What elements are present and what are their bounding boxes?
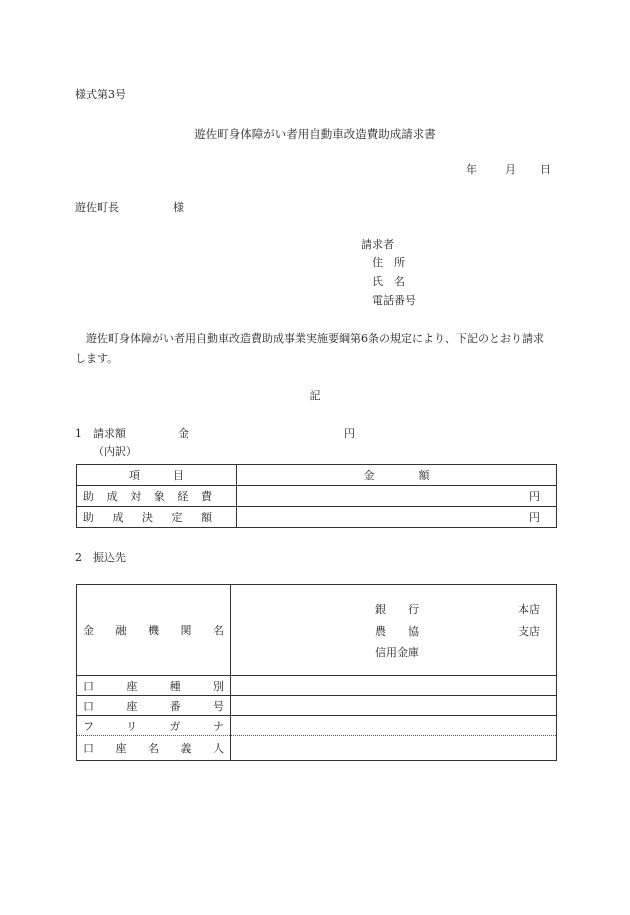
row-label-text: 口座名義人 — [83, 742, 224, 755]
row-label — [77, 486, 237, 507]
bank-row — [77, 585, 557, 676]
row-label — [77, 716, 231, 736]
branch-type-main: 本店 — [518, 603, 540, 616]
row-label-text: 助成対象経費 — [83, 490, 212, 503]
bank-table — [76, 584, 557, 761]
body-text: 遊佐町身体障がい者用自動車改造費助成事業実施要綱第6条の規定により、下記のとおり請求します。 — [75, 332, 544, 365]
account-holder-cell[interactable] — [231, 736, 557, 761]
table-row — [77, 486, 557, 507]
date-day: 日 — [540, 163, 551, 176]
ki-heading: 記 — [309, 389, 321, 402]
bank-type-bank: 銀 行 — [375, 603, 419, 616]
table-row — [77, 696, 557, 716]
requester-name-label: 氏 名 — [372, 275, 405, 288]
row-amount-cell[interactable] — [237, 486, 557, 507]
section2-heading: 2 振込先 — [75, 551, 126, 564]
row-label — [77, 736, 231, 761]
row-label — [77, 696, 231, 716]
table-row — [77, 676, 557, 696]
form-number: 様式第3号 — [75, 88, 126, 101]
section1-kin: 金 — [178, 427, 189, 440]
row-label-text: 助成決定額 — [83, 511, 212, 524]
section1-breakdown: （内訳） — [93, 445, 137, 458]
row-unit: 円 — [529, 511, 540, 524]
row-label-text: 口座種別 — [83, 679, 224, 693]
bank-label — [77, 585, 231, 676]
section1-heading: 1 請求額 — [75, 427, 126, 440]
addressee-honorific: 様 — [173, 201, 184, 214]
date-year: 年 — [466, 163, 477, 176]
page-title: 遊佐町身体障がい者用自動車改造費助成請求書 — [194, 127, 436, 141]
table-row — [77, 507, 557, 528]
row-label-text: フリガナ — [83, 719, 224, 733]
bank-type-nokyo: 農 協 — [375, 625, 419, 638]
requester-heading: 請求者 — [361, 238, 394, 251]
row-amount-cell[interactable] — [237, 507, 557, 528]
account-type-cell[interactable] — [231, 676, 557, 696]
addressee-name: 遊佐町長 — [75, 201, 119, 214]
bank-type-shinkin: 信用金庫 — [375, 646, 419, 659]
branch-type-branch: 支店 — [518, 625, 540, 638]
table-row — [77, 736, 557, 761]
date-month: 月 — [505, 163, 516, 176]
breakdown-table — [76, 464, 557, 528]
row-unit: 円 — [529, 490, 540, 503]
breakdown-header-row — [77, 465, 557, 486]
table-row — [77, 716, 557, 736]
bank-label-text: 金融機関名 — [83, 624, 224, 637]
bank-value-cell[interactable] — [231, 585, 557, 676]
row-label-text: 口座番号 — [83, 699, 224, 713]
furigana-cell[interactable] — [231, 716, 557, 736]
col-item-header: 項 目 — [77, 465, 237, 486]
row-label — [77, 676, 231, 696]
requester-phone-label: 電話番号 — [372, 294, 416, 307]
account-number-cell[interactable] — [231, 696, 557, 716]
requester-address-label: 住 所 — [372, 256, 405, 269]
row-label — [77, 507, 237, 528]
col-amount-header: 金 額 — [237, 465, 557, 486]
section1-yen: 円 — [344, 427, 355, 440]
